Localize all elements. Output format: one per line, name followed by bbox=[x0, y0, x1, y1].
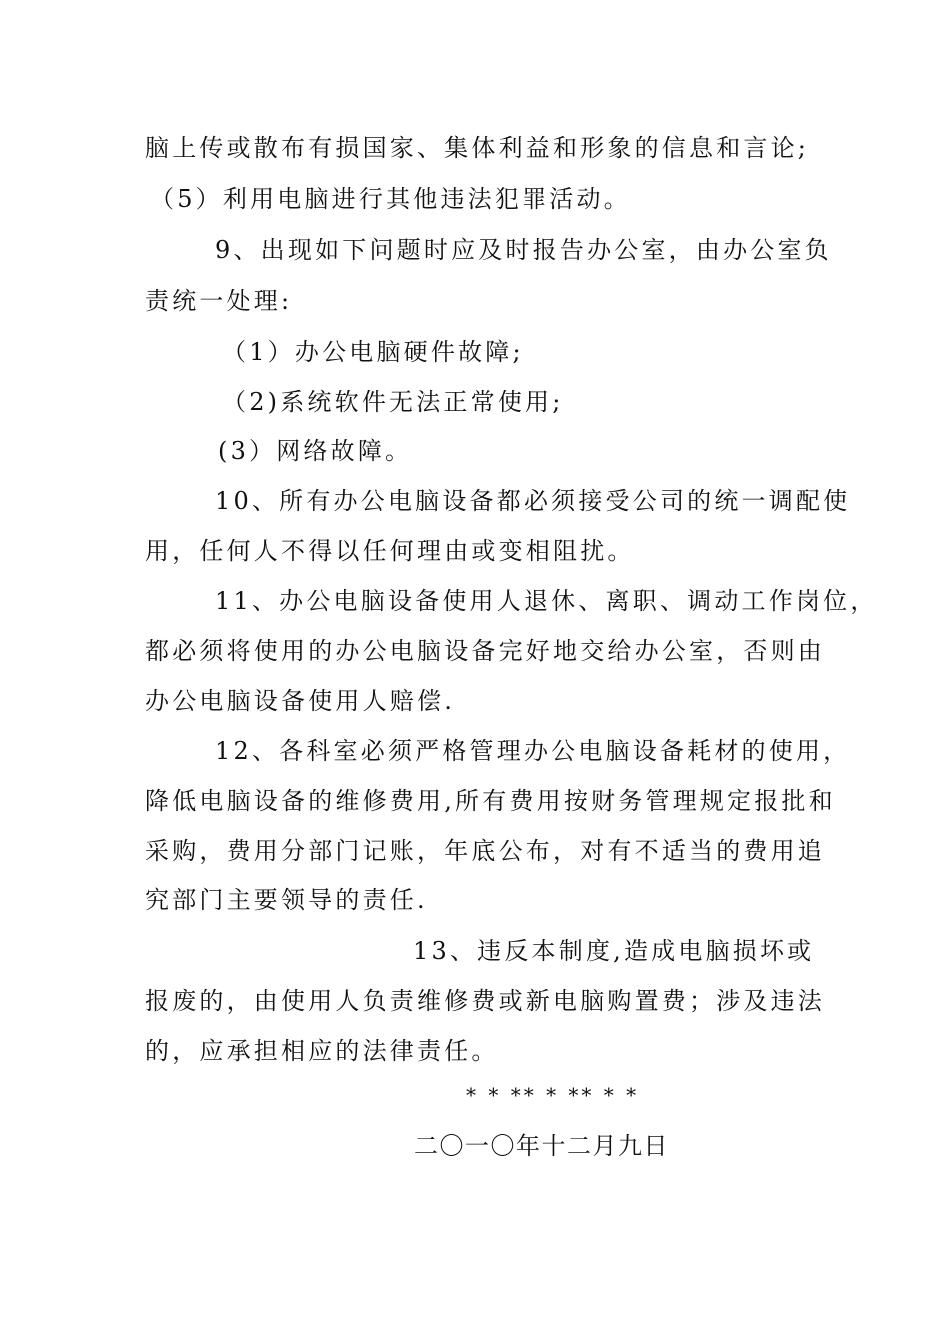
paragraph-start: 13、违反本制度,造成电脑损坏或 bbox=[413, 937, 815, 965]
list-item: （2)系统软件无法正常使用; bbox=[222, 388, 564, 416]
document-date: 二〇一〇年十二月九日 bbox=[414, 1132, 669, 1160]
text-line: 的，应承担相应的法律责任。 bbox=[145, 1037, 499, 1065]
list-item: (3）网络故障。 bbox=[218, 437, 413, 465]
text-line: 都必须将使用的办公电脑设备完好地交给办公室，否则由 bbox=[145, 637, 825, 665]
list-item: （1）办公电脑硬件故障; bbox=[222, 338, 524, 366]
text-line: 报废的，由使用人负责维修费或新电脑购置费；涉及违法 bbox=[145, 987, 825, 1015]
text-line: 脑上传或散布有损国家、集体利益和形象的信息和言论; bbox=[145, 134, 810, 162]
paragraph-start: 9、出现如下问题时应及时报告办公室，由办公室负 bbox=[215, 236, 832, 264]
separator-stars: * * ** * ** * * bbox=[466, 1083, 640, 1107]
paragraph-start: 11、办公电脑设备使用人退休、离职、调动工作岗位， bbox=[215, 587, 878, 615]
paragraph-start: 10、所有办公电脑设备都必须接受公司的统一调配使 bbox=[215, 487, 851, 515]
paragraph-start: 12、各科室必须严格管理办公电脑设备耗材的使用， bbox=[215, 737, 851, 765]
text-line: 办公电脑设备使用人赔偿. bbox=[145, 687, 456, 715]
text-line: 采购，费用分部门记账，年底公布，对有不适当的费用追 bbox=[145, 837, 825, 865]
text-line: 降低电脑设备的维修费用,所有费用按财务管理规定报批和 bbox=[145, 787, 836, 815]
list-item: （5）利用电脑进行其他违法犯罪活动。 bbox=[150, 185, 631, 213]
text-line: 用，任何人不得以任何理由或变相阻扰。 bbox=[145, 537, 635, 565]
text-line: 责统一处理: bbox=[145, 287, 293, 315]
text-line: 究部门主要领导的责任. bbox=[145, 886, 428, 914]
